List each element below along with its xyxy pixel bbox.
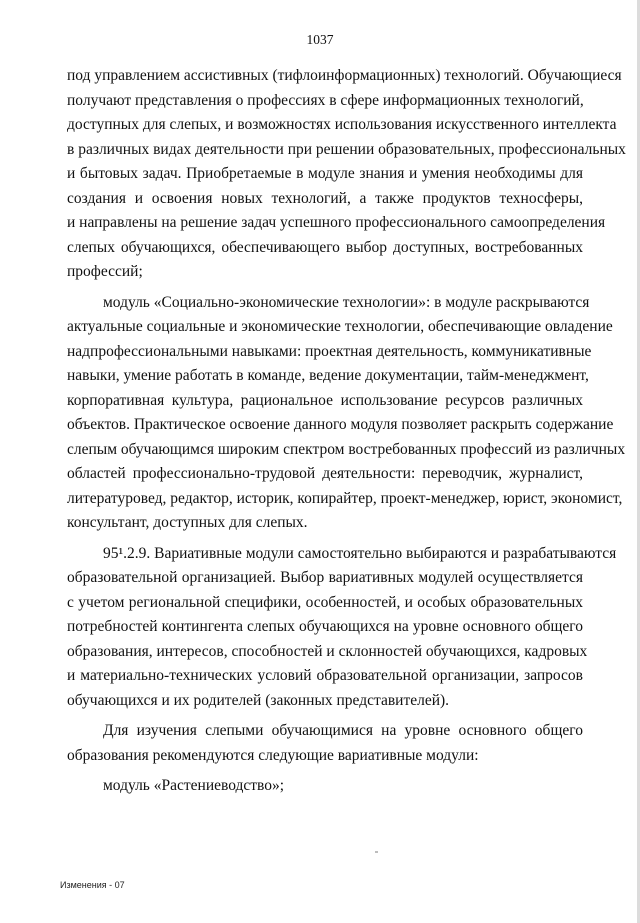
text-line: потребностей контингента слепых обучающихся на уровне основного общего	[67, 618, 583, 635]
text-line: модуль «Социально-экономические технологии»: в модуле раскрываются	[103, 293, 590, 311]
text-line: областей профессионально-трудовой деятельности: переводчик, журналист,	[67, 465, 583, 482]
text-line: надпрофессиональными навыками: проектная деятельность, коммуникативные	[67, 342, 592, 360]
text-line: Для изучения слепыми обучающимися на уровне основного общего	[103, 722, 583, 739]
text-line: консультант, доступных для слепых.	[67, 514, 308, 531]
text-line: модуль «Растениеводство»;	[103, 777, 285, 794]
text-line: доступных для слепых, и возможностях использования искусственного интеллекта	[67, 116, 617, 133]
text-line: актуальные социальные и экономические технологии, обеспечивающие овладение	[67, 318, 613, 335]
text-line: корпоративная культура, рациональное использование ресурсов различных	[67, 391, 583, 409]
text-line: получают представления о профессиях в сфере информационных технологий,	[67, 91, 584, 109]
text-line: и направлены на решение задач успешного профессионального самоопределения	[67, 214, 606, 231]
text-line: профессий;	[67, 263, 143, 280]
text-line: и бытовых задач. Приобретаемые в модуле знания и умения необходимы для	[67, 165, 583, 182]
text-line: образования, интересов, способностей и склонностей обучающихся, кадровых	[67, 642, 588, 660]
text-line: слепым обучающимся широким спектром востребованных профессий из различных	[67, 440, 626, 458]
page-number: 1037	[306, 32, 334, 47]
text-line: создания и освоения новых технологий, а также продуктов техносферы,	[67, 189, 583, 207]
text-line: под управлением ассистивных (тифлоинформационных) технологий. Обучающиеся	[67, 67, 622, 84]
paragraph	[67, 719, 583, 768]
text-line: с учетом региональной специфики, особенностей, и особых образовательных	[67, 593, 583, 611]
scan-speck	[375, 851, 378, 853]
text-line: слепых обучающихся, обеспечивающего выбор доступных, востребованных	[67, 238, 583, 256]
text-line: образовательной организацией. Выбор вариативных модулей осуществляется	[67, 569, 583, 586]
document-body	[67, 64, 626, 799]
text-line: обучающихся и их родителей (законных представителей).	[67, 691, 450, 709]
paragraph	[67, 64, 626, 285]
paragraph	[67, 542, 617, 714]
text-line: навыки, умение работать в команде, ведение документации, тайм-менеджмент,	[67, 367, 589, 384]
text-line: и материально-технических условий образовательной организации, запросов	[67, 667, 583, 684]
text-line: 95¹.2.9. Вариативные модули самостоятельно выбираются и разрабатываются	[103, 544, 617, 562]
text-line: литературовед, редактор, историк, копирайтер, проект-менеджер, юрист, экономист,	[67, 489, 623, 507]
text-line: объектов. Практическое освоение данного модуля позволяет раскрыть содержание	[67, 416, 614, 433]
text-line: образования рекомендуются следующие вариативные модули:	[67, 746, 479, 764]
footer-note: Изменения - 07	[60, 880, 125, 890]
paragraph	[67, 774, 583, 799]
text-line: в различных видах деятельности при решении образовательных, профессиональных	[67, 140, 626, 158]
paragraph	[67, 291, 626, 536]
